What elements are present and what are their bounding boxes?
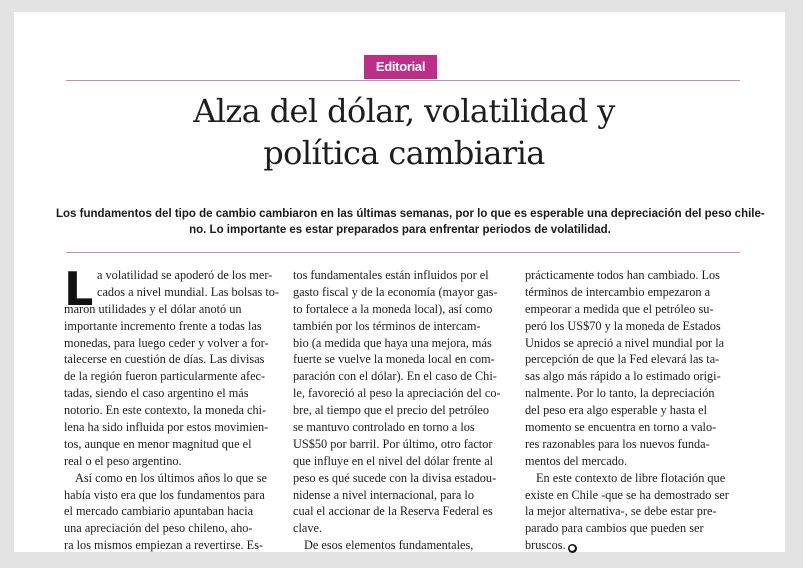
column-line: importante incremento frente a todas las	[64, 318, 262, 333]
headline	[54, 90, 754, 174]
column-line: empeorar a medida que el petróleo su-	[525, 301, 714, 316]
column-line: se mantuvo controlado en torno a los	[293, 420, 475, 435]
column-line: De esos elementos fundamentales,	[304, 538, 474, 553]
column-line	[525, 537, 737, 554]
lead-line-2: no. Lo importante es estar preparados para enfrentar periodos de volatilidad.	[189, 224, 611, 236]
column-line: ra los mismos empiezan a revertirse. Es-	[64, 538, 264, 553]
column-line: cual el accionar de la Reserva Federal es	[293, 504, 493, 519]
column-2	[293, 267, 505, 554]
column-line: talecerse en cuestión de días. Las divisas	[64, 352, 265, 367]
column-line: peró los US$70 y la moneda de Estados	[525, 318, 721, 333]
column-line: real o el peso argentino.	[64, 453, 182, 468]
lead-divider	[66, 252, 740, 253]
column-line: En este contexto de libre flotación que	[536, 470, 726, 485]
column-line: existe en Chile -que se ha demostrado ser	[525, 487, 729, 502]
column-line: percepción de que la Fed elevará las ta-	[525, 352, 720, 367]
headline-line-2: política cambiaria	[263, 134, 545, 172]
column-line: momento se encuentra en torno a valo-	[525, 420, 717, 435]
column-line: le, favoreció al peso la apreciación del co-	[293, 386, 501, 401]
column-line: maron utilidades y el dólar anotó un	[64, 301, 242, 316]
column-line: parado para cambios que pueden ser	[525, 521, 704, 536]
section-tag: Editorial	[364, 55, 437, 79]
column-line: paración con el dólar). En el caso de Chi-	[293, 369, 497, 384]
column-line: prácticamente todos han cambiado. Los	[525, 268, 720, 282]
end-mark-icon: ●	[569, 544, 576, 553]
column-line: términos de intercambio empezaron a	[525, 284, 711, 299]
column-line: el mercado cambiario apuntaban hacia	[64, 504, 254, 519]
column-line: de la región fueron particularmente afec-	[64, 369, 266, 384]
column-line: res razonables para los nuevos funda-	[525, 436, 710, 451]
column-line: clave.	[293, 521, 323, 536]
column-line: Así como en los últimos años lo que se	[75, 470, 267, 485]
column-line: Unidos se apreció a nivel mundial por la	[525, 335, 725, 350]
column-line: bre, al tiempo que el precio del petróleo	[293, 403, 489, 418]
column-line: tos, aunque en menor magnitud que el	[64, 436, 252, 451]
column-line: gasto fiscal y de la economía (mayor gas-	[293, 284, 498, 299]
column-line: bio (a medida que haya una mejora, más	[293, 335, 492, 350]
column-line: del peso era algo esperable y hasta el	[525, 403, 707, 418]
column-last-text: bruscos.	[525, 538, 566, 553]
column-3	[525, 267, 737, 554]
column-line: sas algo más rápido a lo estimado origi-	[525, 369, 721, 384]
column-line: fuerte se vuelve la moneda local en com-	[293, 352, 495, 367]
column-line: to fortalece a la moneda local), así como	[293, 301, 493, 316]
drop-cap: L	[64, 262, 94, 316]
column-line: US$50 por barril. Por último, otro factor	[293, 436, 493, 451]
column-line: cados a nivel mundial. Las bolsas to-	[97, 284, 280, 299]
newspaper-page	[14, 12, 785, 552]
column-line: notorio. En este contexto, la moneda chi-	[64, 403, 267, 418]
column-line: una apreciación del peso chileno, aho-	[64, 521, 253, 536]
column-line: tos fundamentales están influidos por el	[293, 268, 489, 282]
lead-paragraph	[56, 206, 765, 238]
column-line: nidense a nivel internacional, para lo	[293, 487, 474, 502]
column-line: peso es qué sucede con la divisa estadou-	[293, 470, 497, 485]
column-1	[64, 262, 280, 554]
lead-line-1: Los fundamentos del tipo de cambio cambiaron en las últimas semanas, por lo que es esperable una depreciación del peso chile-	[56, 208, 765, 220]
column-line: que influye en el nivel del dólar frente al	[293, 453, 494, 468]
column-line: tadas, siendo el caso argentino el más	[64, 386, 249, 401]
column-line: monedas, para luego ceder y volver a for-	[64, 335, 269, 350]
column-line: lena ha sido influida por estos movimien-	[64, 420, 269, 435]
column-line: mentos del mercado.	[525, 453, 628, 468]
column-line: nalmente. Por lo tanto, la depreciación	[525, 386, 715, 401]
column-line: había visto era que los fundamentos para	[64, 487, 265, 502]
column-line: también por los términos de intercam-	[293, 318, 481, 333]
column-line: la mejor alternativa-, se debe estar pre-	[525, 504, 717, 519]
column-line: a volatilidad se apoderó de los mer-	[97, 268, 273, 282]
top-divider	[66, 80, 740, 81]
headline-line-1: Alza del dólar, volatilidad y	[193, 92, 615, 130]
